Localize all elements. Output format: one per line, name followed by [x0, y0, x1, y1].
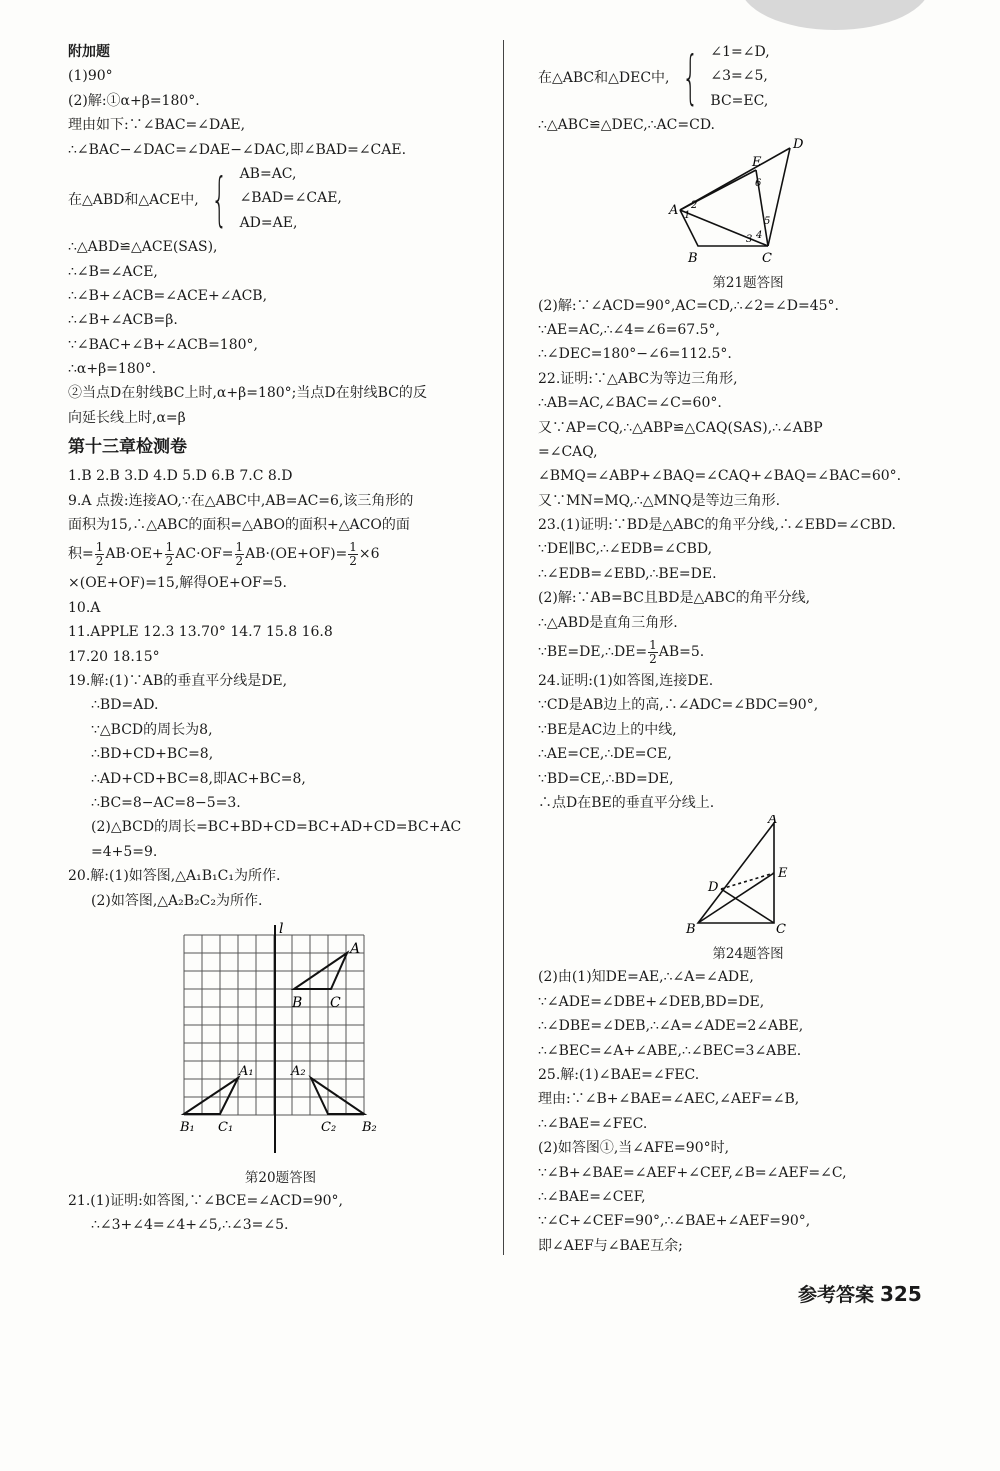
answer-line: ∴∠EDB=∠EBD,∴BE=DE.: [538, 565, 717, 582]
label-l: l: [279, 920, 284, 937]
system-line: ∠1=∠D,: [710, 44, 770, 60]
answer-line: ∴△ABD≌△ACE(SAS),: [68, 239, 218, 256]
label-C: C: [776, 922, 786, 938]
formula-text: AB=5.: [658, 644, 705, 661]
label-B1: B₁: [180, 1119, 195, 1135]
answer-line: ×(OE+OF)=15,解得OE+OF=5.: [68, 575, 287, 592]
figure-21: [538, 138, 958, 294]
answer-line: ∴BC=8−AC=8−5=3.: [91, 794, 241, 811]
system-lines: [240, 162, 342, 235]
answer-line: ∵△BCD的周长为8,: [91, 721, 213, 738]
answer-line: ∴点D在BE的垂直平分线上.: [538, 794, 715, 811]
formula-text: AC·OF=: [175, 546, 234, 563]
answer-line: 向延长线上时,α=β: [68, 409, 186, 426]
formula-text: AB·(OE+OF)=: [245, 546, 348, 563]
answer-line: 21.(1)证明:如答图,∵∠BCE=∠ACD=90°,: [68, 1192, 343, 1209]
answer-line: 9.A 点拨:连接AO,∵在△ABC中,AB=AC=6,该三角形的: [68, 492, 414, 509]
answer-line: ∴AB=AC,∠BAC=∠C=60°.: [538, 395, 722, 412]
answer-line: 又∵AP=CQ,∴△ABP≌△CAQ(SAS),∴∠ABP: [538, 419, 823, 436]
answer-line: 10.A: [68, 599, 101, 616]
answer-line: (2)解:∵AB=BC且BD是△ABC的角平分线,: [538, 590, 811, 607]
column-divider: [503, 40, 504, 1255]
figure-caption: 第21题答图: [712, 274, 784, 291]
left-lines-2: [68, 235, 493, 430]
answer-line: ∠BMQ=∠ABP+∠BAQ=∠CAQ+∠BAQ=∠BAC=60°.: [538, 468, 902, 485]
answer-line: ∵∠C+∠CEF=90°,∴∠BAE+∠AEF=90°,: [538, 1213, 811, 1230]
answer-line: ∴∠BAE=∠CEF,: [538, 1188, 646, 1205]
equation-system-1: [68, 162, 493, 235]
label-B: B: [292, 994, 303, 1011]
label-C1: C₁: [218, 1119, 234, 1135]
answer-line: 理由如下:∵∠BAC=∠DAE,: [68, 117, 246, 134]
figure-lines: [680, 148, 790, 246]
figure-caption: 第24题答图: [712, 946, 784, 963]
answer-line: 17.20 18.15°: [68, 648, 160, 665]
label-C: C: [330, 994, 341, 1011]
quadrilateral-diagram: [538, 138, 958, 268]
triangle-a1b1c1: [184, 1078, 238, 1114]
label-D: D: [793, 137, 804, 152]
answers-block: [68, 464, 493, 913]
answer-line: ∴∠B=∠ACE,: [68, 263, 158, 280]
denominator: 2: [349, 553, 357, 568]
numerator: 1: [95, 539, 104, 554]
label-A2: A₂: [291, 1063, 306, 1079]
answer-line: ∴α+β=180°.: [68, 361, 157, 378]
system-line: BC=EC,: [710, 92, 769, 109]
triangle-diagram: [538, 815, 958, 939]
label-A: A: [350, 940, 361, 957]
right-lines-4: [538, 965, 958, 1258]
answer-line: (2)△BCD的周长=BC+BD+CD=BC+AD+CD=BC+AC: [91, 819, 462, 836]
figure-20: [68, 913, 493, 1189]
q23-formula-line: [538, 635, 958, 669]
right-lines-2: [538, 294, 958, 669]
answer-line: 24.证明:(1)如答图,连接DE.: [538, 673, 714, 690]
brace-icon: {: [210, 164, 228, 233]
answer-line: ∵∠BAC+∠B+∠ACB=180°,: [68, 336, 258, 353]
answer-line: 1.B 2.B 3.D 4.D 5.D 6.B 7.C 8.D: [68, 468, 293, 485]
system-line: ∠3=∠5,: [710, 68, 768, 85]
numerator: 1: [349, 539, 357, 554]
answer-line: ∵∠B+∠BAE=∠AEF+∠CEF,∠B=∠AEF=∠C,: [538, 1164, 847, 1181]
denominator: 2: [649, 651, 657, 666]
angle-label: 2: [691, 199, 698, 211]
label-B: B: [688, 250, 698, 266]
triangle-a2b2c2: [311, 1078, 364, 1114]
answer-line: ∴∠3+∠4=∠4+∠5,∴∠3=∠5.: [91, 1217, 289, 1234]
system-line: ∠BAD=∠CAE,: [239, 190, 342, 207]
answer-line: ∴AE=CE,∴DE=CE,: [538, 746, 672, 763]
system-prefix: 在△ABD和△ACE中,: [68, 191, 199, 208]
answer-line: 23.(1)证明:∵BD是△ABC的角平分线,∴∠EBD=∠CBD.: [538, 517, 897, 534]
right-column: [538, 40, 958, 1258]
figure-caption: 第20题答图: [244, 1169, 317, 1186]
denominator: 2: [235, 553, 244, 568]
numerator: 1: [649, 637, 657, 652]
system-lines: [710, 40, 769, 113]
answer-line: ∴∠BEC=∠A+∠ABE,∴∠BEC=3∠ABE.: [538, 1042, 802, 1059]
formula-text: 积=: [68, 546, 94, 563]
answer-line: ∵CD是AB边上的高,∴∠ADC=∠BDC=90°,: [538, 697, 819, 714]
corner-decoration: [740, 0, 930, 30]
fraction: [235, 541, 245, 568]
answer-line: ∵BD=CE,∴BD=DE,: [538, 770, 674, 787]
equation-system-2: [538, 40, 958, 113]
fraction: [648, 639, 658, 666]
label-A: A: [768, 815, 778, 828]
answer-line: ∴∠B+∠ACB=∠ACE+∠ACB,: [68, 287, 268, 304]
figure-24: [538, 815, 958, 965]
answer-line: ∴BD+CD+BC=8,: [91, 746, 214, 763]
answer-line: 11.APPLE 12.3 13.70° 14.7 15.8 16.8: [68, 624, 333, 641]
answer-line: ∴∠BAE=∠FEC.: [538, 1115, 648, 1132]
answer-line: ∵AE=AC,∴∠4=∠6=67.5°,: [538, 321, 721, 338]
system-line: AD=AE,: [239, 214, 298, 231]
formula-text: AB·OE+: [105, 546, 164, 563]
label-D: D: [708, 880, 719, 896]
grid-diagram: [68, 913, 493, 1163]
answer-line: ∴BD=AD.: [91, 697, 159, 714]
figure-lines: [698, 823, 774, 923]
label-E: E: [752, 154, 762, 170]
answer-line: 面积为15,∴△ABC的面积=△ABO的面积+△ACO的面: [68, 517, 410, 534]
fraction: [348, 541, 358, 568]
answer-line: (2)如答图,△A₂B₂C₂为所作.: [91, 892, 263, 909]
angle-label: 6: [755, 177, 762, 189]
page-footer: [798, 1280, 922, 1307]
fraction: [95, 541, 105, 568]
answer-line: 即∠AEF与∠BAE互余;: [538, 1237, 683, 1254]
answer-line: ∵BE是AC边上的中线,: [538, 721, 677, 738]
answer-line: ②当点D在射线BC上时,α+β=180°;当点D在射线BC的反: [68, 385, 427, 402]
label-A1: A₁: [239, 1063, 254, 1079]
extra-question-title: 附加题: [68, 44, 110, 60]
left-lines-3: [68, 1189, 493, 1238]
answer-line: 理由:∵∠B+∠BAE=∠AEC,∠AEF=∠B,: [538, 1091, 800, 1108]
angle-label: 3: [746, 233, 753, 245]
answer-line: 25.解:(1)∠BAE=∠FEC.: [538, 1066, 700, 1083]
answer-line: (1)90°: [68, 68, 113, 85]
answer-line: ∴∠DBE=∠DEB,∴∠A=∠ADE=2∠ABE,: [538, 1018, 804, 1035]
answer-line: 20.解:(1)如答图,△A₁B₁C₁为所作.: [68, 868, 281, 885]
answer-line: ∵DE∥BC,∴∠EDB=∠CBD,: [538, 541, 713, 558]
answer-line: ∴△ABC≌△DEC,∴AC=CD.: [538, 117, 715, 134]
answer-line: ∴AD+CD+BC=8,即AC+BC=8,: [91, 770, 306, 787]
answer-line: 22.证明:∵△ABC为等边三角形,: [538, 370, 738, 387]
angle-label: 5: [764, 215, 771, 227]
answer-line: 19.解:(1)∵AB的垂直平分线是DE,: [68, 672, 288, 689]
answer-line: ∵∠ADE=∠DBE+∠DEB,BD=DE,: [538, 993, 765, 1010]
answer-line: ∴∠DEC=180°−∠6=112.5°.: [538, 346, 732, 363]
left-lines-1: [68, 64, 493, 162]
page-number: 325: [880, 1282, 922, 1306]
brace-icon: {: [681, 42, 699, 111]
label-A: A: [669, 202, 679, 218]
label-E: E: [778, 866, 788, 882]
answer-line: ∴∠BAC−∠DAC=∠DAE−∠DAC,即∠BAD=∠CAE.: [68, 141, 407, 158]
answer-line: (2)由(1)知DE=AE,∴∠A=∠ADE,: [538, 969, 754, 986]
answer-line: ∴△ABD是直角三角形.: [538, 614, 678, 631]
formula-text: ×6: [358, 546, 380, 563]
answer-line: 又∵MN=MQ,∴△MNQ是等边三角形.: [538, 492, 781, 509]
system-line: AB=AC,: [239, 165, 297, 182]
angle-label: 4: [756, 229, 763, 241]
system-prefix: 在△ABC和△DEC中,: [538, 69, 670, 86]
answer-line: =∠CAQ,: [538, 443, 598, 460]
answer-line: (2)解:①α+β=180°.: [68, 92, 200, 109]
numerator: 1: [165, 539, 174, 554]
angle-label: 1: [684, 209, 691, 221]
chapter-heading: 第十三章检测卷: [68, 437, 187, 458]
right-lines-3: [538, 669, 958, 815]
left-column: [68, 40, 493, 1238]
fraction: [165, 541, 175, 568]
answer-line: (2)如答图①,当∠AFE=90°时,: [538, 1140, 730, 1157]
footer-label: 参考答案: [798, 1284, 875, 1306]
answer-line: (2)解:∵∠ACD=90°,AC=CD,∴∠2=∠D=45°.: [538, 297, 839, 314]
label-C2: C₂: [321, 1119, 337, 1135]
answer-line: ∴∠B+∠ACB=β.: [68, 312, 178, 329]
numerator: 1: [235, 539, 244, 554]
label-C: C: [762, 250, 772, 266]
formula-text: ∵BE=DE,∴DE=: [538, 644, 648, 661]
label-B: B: [686, 922, 696, 938]
label-B2: B₂: [362, 1119, 377, 1135]
answer-line: =4+5=9.: [91, 843, 158, 860]
denominator: 2: [165, 553, 174, 568]
q9-formula-line: [68, 537, 493, 571]
denominator: 2: [95, 553, 104, 568]
